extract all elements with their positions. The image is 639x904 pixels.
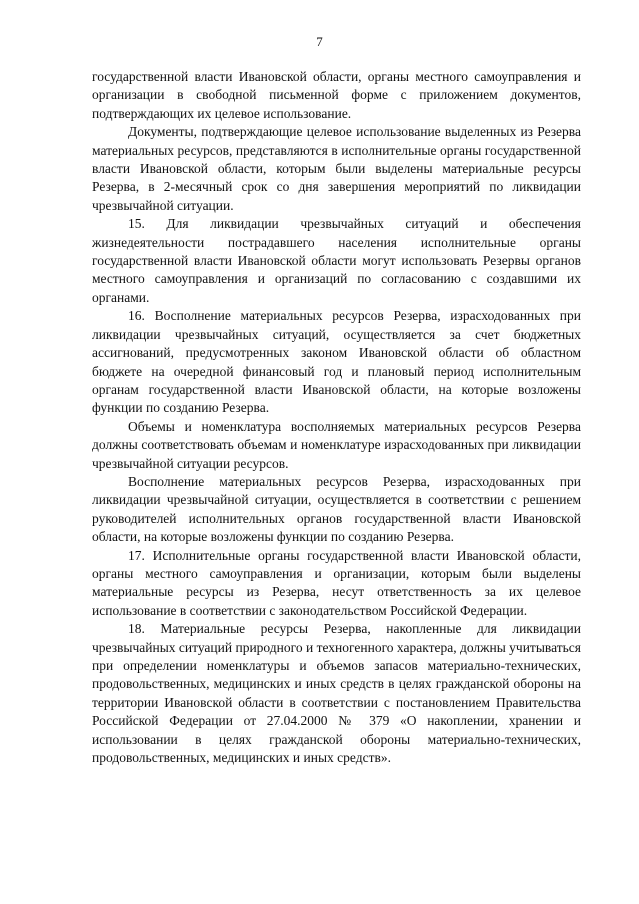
paragraph-replenishment-decision: Восполнение материальных ресурсов Резерва, израсходованных при ликвидации чрезвычайной ситуации, осуществляется в соответствии с решением руководителей исполнительных органов государственной власти Ивановской области, на которые возложены функции по созданию Резерва.: [92, 473, 581, 545]
page-number: 7: [316, 34, 323, 49]
paragraph-item-16: 16. Восполнение материальных ресурсов Резерва, израсходованных при ликвидации чрезвычайных ситуаций, осуществляется за счет бюджетных ассигнований, предусмотренных законом Ивановской области об областном бюджете на очередной финансовый год и плановый период исполнительным органам государственной власти Ивановской области, на которые возложены функции по созданию Резерва.: [92, 308, 581, 416]
paragraph-item-17: 17. Исполнительные органы государственной власти Ивановской области, органы местного самоуправления и организации, которым были выделены материальные ресурсы из Резерва, несут ответственность за их целевое использование в соответствии с законодательством Российской Федерации.: [92, 547, 581, 618]
paragraph-continuation: государственной власти Ивановской области, органы местного самоуправления и организации в свободной письменной форме с приложением документов, подтверждающих их целевое использование.: [92, 69, 581, 121]
paragraph-item-15: 15. Для ликвидации чрезвычайных ситуаций и обеспечения жизнедеятельности пострадавшего населения исполнительные органы государственной власти Ивановской области могут использовать Резервы органов местного самоуправления и организаций по согласованию с создавшими их органами.: [92, 216, 581, 305]
paragraph-volumes-nomenclature: Объемы и номенклатура восполняемых материальных ресурсов Резерва должны соответствовать объемам и номенклатуре израсходованных при ликвидации чрезвычайной ситуации ресурсов.: [92, 418, 581, 471]
paragraph-documents-confirmation: Документы, подтверждающие целевое использование выделенных из Резерва материальных ресурсов, представляются в исполнительные органы государственной власти Ивановской области, которым были выделены материальные ресурсы Резерва, в 2-месячный срок со дня завершения мероприятий по ликвидации чрезвычайной ситуации.: [92, 124, 581, 213]
paragraph-item-18: 18. Материальные ресурсы Резерва, накопленные для ликвидации чрезвычайных ситуаций природного и техногенного характера, должны учитываться при определении номенклатуры и объемов запасов материально-технических, продовольственных, медицинских и иных средств в целях гражданской обороны на территории Ивановской области в соответствии с постановлением Правительства Российской Федерации от 27.04.2000 № 379 «О накоплении, хранении и использовании в целях гражданской обороны материально-технических, продовольственных, медицинских и иных средств».: [92, 621, 581, 766]
document-body: [92, 68, 581, 767]
